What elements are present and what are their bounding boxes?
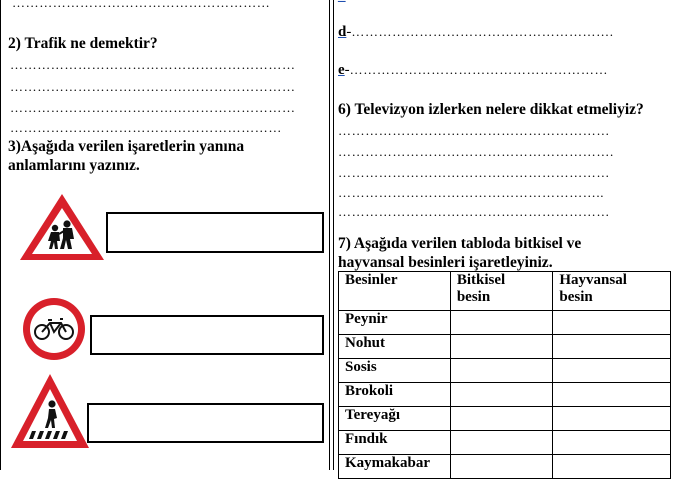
table-row: [339, 383, 671, 407]
question-2-title: 2) Trafik ne demektir?: [8, 35, 158, 52]
plant-check-cell[interactable]: [450, 359, 553, 383]
header-plant-food: Bitkisel besin: [450, 272, 553, 311]
sign-1-answer-box[interactable]: [106, 212, 324, 253]
table-row: [339, 359, 671, 383]
sign-2-answer-box[interactable]: [90, 315, 324, 355]
question-7-title-line-2: hayvansal besinleri işaretleyiniz.: [338, 254, 553, 271]
column-divider-left: [329, 0, 330, 470]
table-row: [339, 407, 671, 431]
q6-answer-line-5: ……………………………………………………: [338, 205, 610, 218]
plant-check-cell[interactable]: [450, 455, 553, 479]
table-row: [339, 455, 671, 479]
table-row: [339, 311, 671, 335]
pedestrian-crossing-sign-icon: [8, 371, 92, 451]
food-classification-table: [338, 271, 671, 479]
plant-check-cell[interactable]: [450, 311, 553, 335]
plant-check-cell[interactable]: [450, 383, 553, 407]
q6-answer-line-3: ……………………………………………………: [338, 166, 610, 179]
food-name: Sosis: [339, 359, 451, 383]
answer-d-letter: d: [338, 24, 347, 40]
q6-answer-line-4: …………………………………………………..: [338, 186, 605, 199]
question-3-title-line-2: anlamlarını yazınız.: [8, 157, 140, 174]
q2-answer-line-2: ………………………………………………………: [10, 80, 296, 93]
q6-answer-line-2: …………………………………………………….: [338, 145, 614, 158]
answer-line: …………………………………………………: [12, 0, 271, 9]
table-row: [339, 335, 671, 359]
table-header-row: [339, 272, 671, 311]
plant-check-cell[interactable]: [450, 431, 553, 455]
animal-check-cell[interactable]: [553, 383, 671, 407]
column-divider-right: [333, 0, 334, 470]
food-name: Brokoli: [339, 383, 451, 407]
food-name: Kaymakabar: [339, 455, 451, 479]
food-name: Tereyağı: [339, 407, 451, 431]
animal-check-cell[interactable]: [553, 335, 671, 359]
q2-answer-line-3: ………………………………………………………: [10, 101, 296, 114]
food-name: Fındık: [339, 431, 451, 455]
question-6-title: 6) Televizyon izlerken nelere dikkat etmeliyiz?: [338, 101, 644, 118]
answer-d-dots: ………………………………………………….: [351, 24, 614, 39]
q2-answer-line-4: ……………………………………………………: [10, 121, 282, 134]
header-foods: Besinler: [339, 272, 451, 311]
plant-check-cell[interactable]: [450, 335, 553, 359]
animal-check-cell[interactable]: [553, 359, 671, 383]
animal-check-cell[interactable]: [553, 455, 671, 479]
answer-e-letter: e: [338, 62, 345, 78]
q6-answer-line-1: ……………………………………………………: [338, 124, 610, 137]
header-animal-food: Hayvansal besin: [553, 272, 671, 311]
answer-d: [338, 24, 614, 41]
question-3-title-line-1: 3)Aşağıda verilen işaretlerin yanına: [8, 138, 245, 155]
question-3-title: [8, 137, 244, 175]
food-name: Nohut: [339, 335, 451, 359]
question-7-title: [338, 234, 581, 272]
question-7-title-line-1: 7) Aşağıda verilen tabloda bitkisel ve: [338, 235, 582, 252]
top-underline-mark: [338, 0, 346, 5]
sign-3-answer-box[interactable]: [87, 403, 324, 443]
answer-e-dash: -: [344, 62, 350, 78]
answer-e: [338, 62, 608, 79]
no-bicycles-sign-icon: [21, 296, 87, 362]
animal-check-cell[interactable]: [553, 311, 671, 335]
food-name: Peynir: [339, 311, 451, 335]
answer-e-dots: …………………………………………………: [349, 62, 609, 77]
left-page-border: [0, 0, 1, 470]
children-crossing-sign-icon: [17, 191, 107, 263]
animal-check-cell[interactable]: [553, 431, 671, 455]
plant-check-cell[interactable]: [450, 407, 553, 431]
q2-answer-line-1: ………………………………………………………: [10, 58, 296, 71]
answer-d-dash: -: [346, 24, 352, 40]
table-row: [339, 431, 671, 455]
animal-check-cell[interactable]: [553, 407, 671, 431]
